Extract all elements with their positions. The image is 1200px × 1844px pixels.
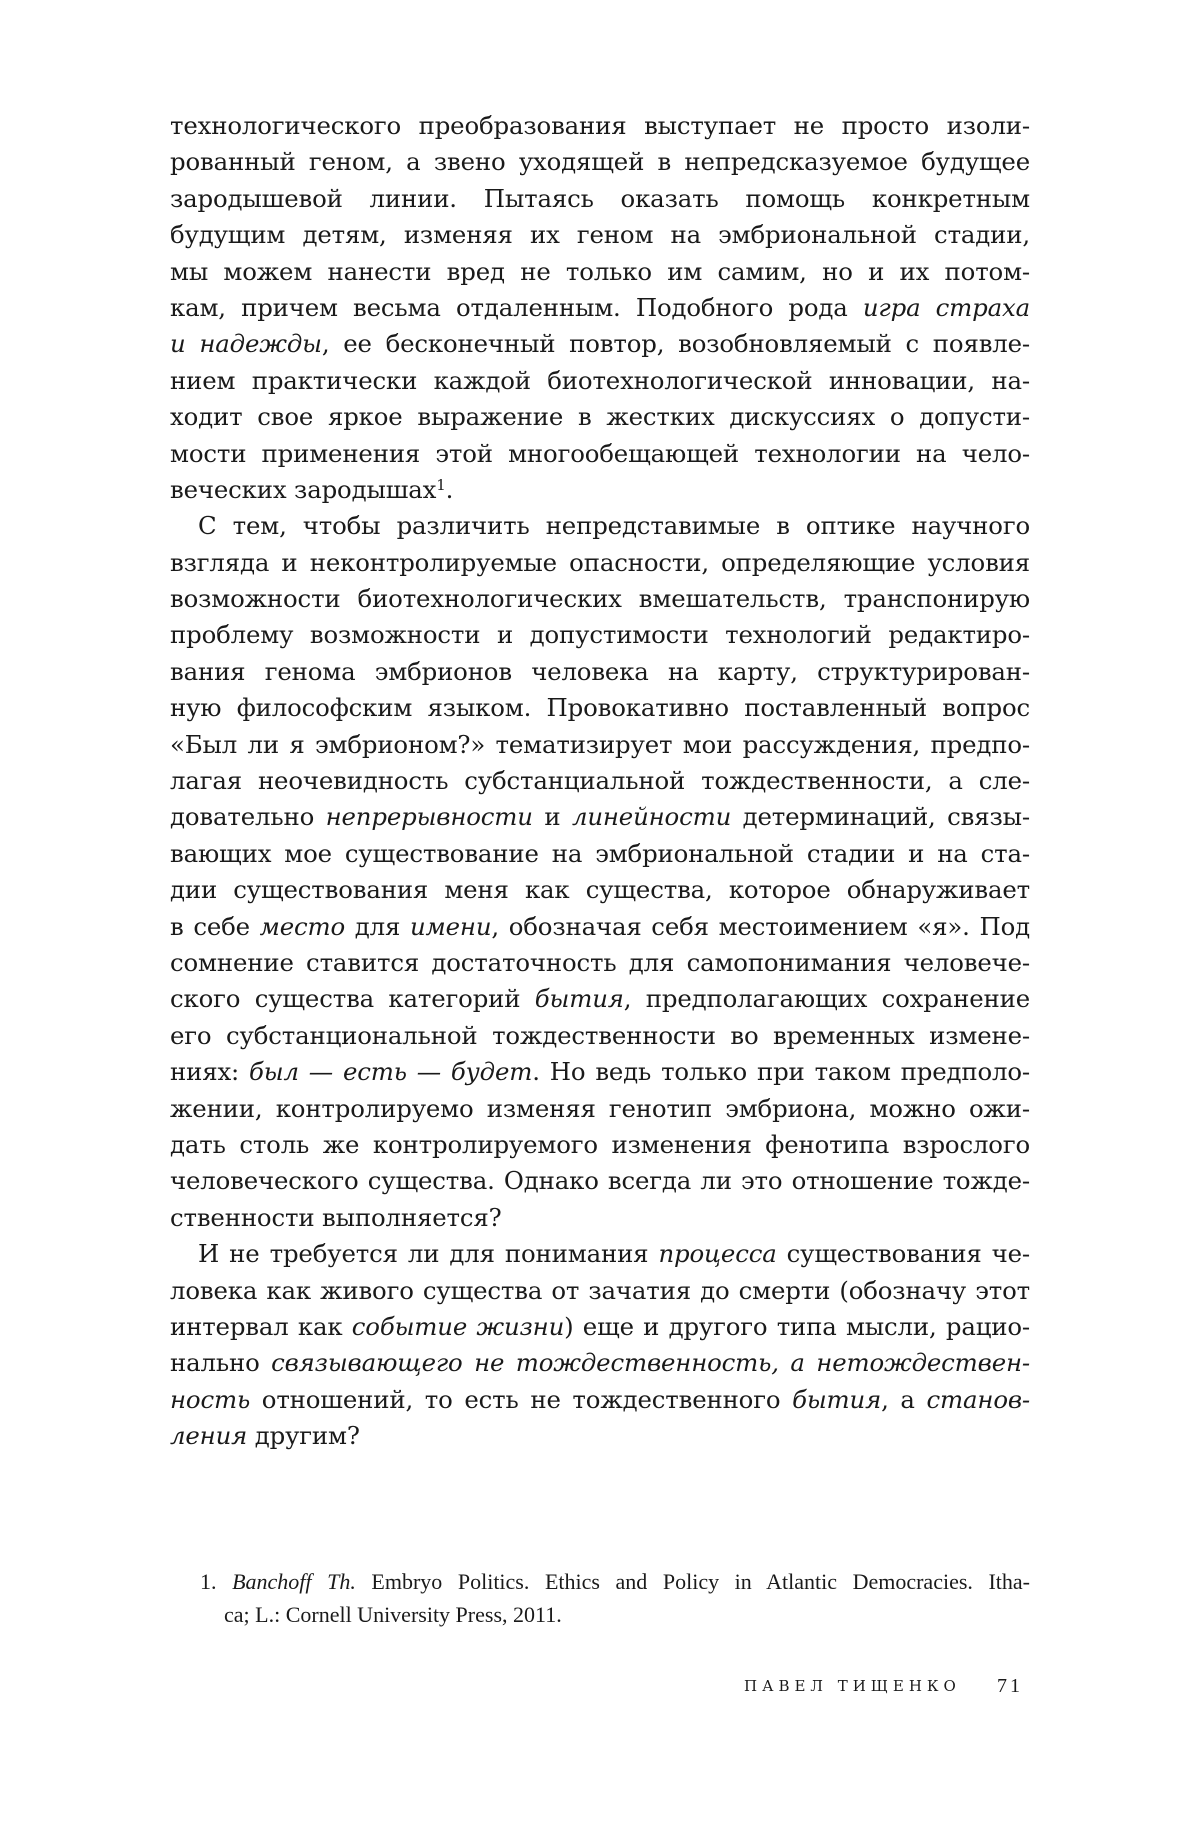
text-line: возможности биотехнологических вмешательств, транспонирую — [170, 584, 1030, 614]
emphasis: был — есть — будет — [249, 1057, 533, 1087]
text-line: нием практически каждой биотехнологической инновации, на- — [170, 365, 1030, 395]
emphasis: линейности — [571, 802, 732, 832]
main-text — [170, 108, 1030, 1454]
emphasis: станов- — [926, 1384, 1031, 1414]
text-line: и надежды, ее бесконечный повтор, возобновляемый с появле- — [170, 329, 1030, 359]
emphasis: место — [259, 911, 346, 941]
footnote-number: 1. — [200, 1569, 217, 1594]
emphasis: ность — [170, 1384, 251, 1414]
emphasis: игра страха — [862, 292, 1030, 322]
emphasis: процесса — [658, 1239, 777, 1269]
text-line: жении, контролируемо изменяя генотип эмбриона, можно ожи- — [170, 1093, 1030, 1123]
emphasis: и надежды — [170, 329, 322, 359]
text-line: рованный геном, а звено уходящей в непредсказуемое будущее — [170, 147, 1030, 177]
text-line: кам, причем весьма отдаленным. Подобного рода игра страха — [170, 292, 1030, 322]
text-line: вающих мое существование на эмбриональной стадии и на ста- — [170, 838, 1030, 868]
text-line: интервал как событие жизни) еще и другого типа мысли, рацио- — [170, 1311, 1031, 1341]
text-line: в себе место для имени, обозначая себя местоимением «я». Под — [170, 911, 1031, 941]
text-line: сомнение ставится достаточность для самопонимания человече- — [170, 947, 1030, 977]
emphasis: связывающего не тождественность, а нетождествен- — [271, 1348, 1030, 1378]
text-line: проблему возможности и допустимости технологий редактиро- — [170, 620, 1030, 650]
paragraph-3 — [170, 1236, 1030, 1454]
text-line: ского существа категорий бытия, предполагающих сохранение — [170, 984, 1030, 1014]
text-line: ления другим? — [170, 1421, 360, 1451]
text-line: ственности выполняется? — [170, 1202, 502, 1232]
text-line: технологического преобразования выступает не просто изоли- — [170, 111, 1030, 140]
text-line: ность отношений, то есть не тождественного бытия, а станов- — [170, 1384, 1031, 1414]
text-line: веческих зародышах$^1$. — [170, 474, 454, 504]
text-line: мости применения этой многообещающей технологии на чело- — [170, 438, 1030, 468]
text-line: «Был ли я эмбрионом?» тематизирует мои рассуждения, предпо- — [170, 729, 1030, 759]
footnote-line: ca; L.: Cornell University Press, 2011. — [224, 1602, 562, 1627]
text-line: дать столь же контролируемого изменения фенотипа взрослого — [170, 1129, 1030, 1159]
emphasis: событие жизни — [351, 1311, 565, 1341]
paragraph-1 — [170, 108, 1030, 508]
text-line: взгляда и неконтролируемые опасности, определяющие условия — [170, 547, 1030, 577]
emphasis: бытия — [792, 1384, 882, 1414]
running-author-name: ПАВЕЛ ТИЩЕНКО — [744, 1677, 961, 1695]
text-line: довательно непрерывности и линейности детерминаций, связы- — [170, 802, 1030, 832]
emphasis: непрерывности — [325, 802, 533, 832]
text-line: его субстанциональной тождественности во временных измене- — [170, 1020, 1030, 1050]
footnote-author: Banchoff Th. — [232, 1569, 356, 1594]
text-line: дии существования меня как существа, которое обнаруживает — [170, 875, 1030, 905]
page-number: 71 — [997, 1675, 1023, 1697]
running-footer — [0, 1677, 1200, 1707]
text-line: И не требуется ли для понимания процесса существования че- — [198, 1239, 1030, 1269]
text-line: лагая неочевидность субстанциальной тождественности, а сле- — [170, 766, 1030, 796]
paragraph-2 — [170, 508, 1030, 1236]
footnote-line: 1. Banchoff Th. Embryo Politics. Ethics and Policy in Atlantic Democracies. Itha- — [200, 1569, 1031, 1594]
text-line: ловека как живого существа от зачатия до смерти (обозначу этот — [170, 1275, 1030, 1305]
text-line: нально связывающего не тождественность, а нетождествен- — [170, 1348, 1030, 1378]
text-line: ниях: был — есть — будет. Но ведь только при таком предполо- — [170, 1057, 1031, 1087]
emphasis: ления — [170, 1421, 248, 1451]
text-line: ную философским языком. Провокативно поставленный вопрос — [170, 693, 1030, 723]
text-line: С тем, чтобы различить непредставимые в оптике научного — [198, 511, 1030, 541]
text-line: зародышевой линии. Пытаясь оказать помощь конкретным — [170, 183, 1030, 213]
footnote — [200, 1565, 1030, 1631]
emphasis: бытия — [534, 984, 624, 1014]
emphasis: имени — [409, 911, 492, 941]
text-line: ходит свое яркое выражение в жестких дискуссиях о допусти- — [170, 402, 1030, 432]
footnote-reference[interactable]: 1 — [436, 475, 446, 494]
text-line: человеческого существа. Однако всегда ли это отношение тожде- — [170, 1166, 1030, 1196]
text-line: мы можем нанести вред не только им самим, но и их потом- — [170, 256, 1030, 286]
text-line: будущим детям, изменяя их геном на эмбриональной стадии, — [170, 220, 1030, 250]
text-line: вания генома эмбрионов человека на карту, структурирован- — [170, 656, 1030, 686]
